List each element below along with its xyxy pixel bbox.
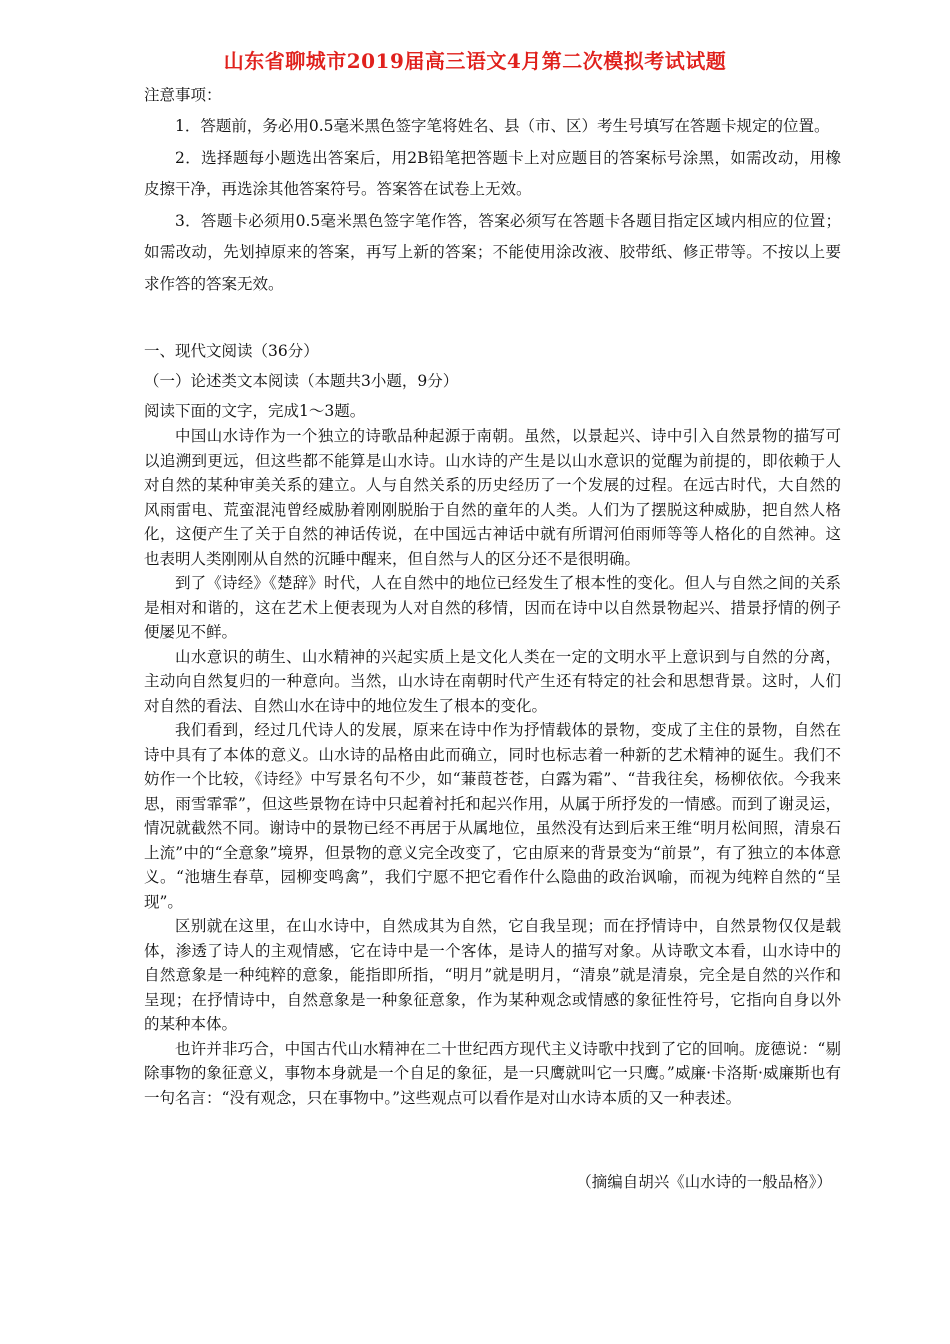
reading-passage (144, 424, 841, 1110)
passage-source: （摘编自胡兴《山水诗的一般品格》） (576, 1173, 832, 1191)
section-heading: 一、现代文阅读（36分） (144, 342, 319, 360)
notice-item: 2．选择题每小题选出答案后，用2B铅笔把答题卡上对应题目的答案标号涂黑，如需改动，用橡皮擦干净，再选涂其他答案符号。答案答在试卷上无效。 (144, 148, 841, 198)
notice-item: 1．答题前，务必用0.5毫米黑色签字笔将姓名、县（市、区）考生号填写在答题卡规定的位置。 (175, 117, 830, 135)
notice-item: 3．答题卡必须用0.5毫米黑色签字笔作答，答案必须写在答题卡各题目指定区域内相应的位置；如需改动，先划掉原来的答案，再写上新的答案；不能使用涂改液、胶带纸、修正带等。不按以上要求作答的答案无效。 (144, 211, 841, 293)
subsection-heading: （一）论述类文本阅读（本题共3小题，9分） (144, 372, 459, 390)
passage-paragraph: 山水意识的萌生、山水精神的兴起实质上是文化人类在一定的文明水平上意识到与自然的分离，主动向自然复归的一种意向。当然，山水诗在南朝时代产生还有特定的社会和思想背景。这时，人们对自然的看法、自然山水在诗中的地位发生了根本的变化。 (144, 647, 841, 715)
passage-paragraph: 中国山水诗作为一个独立的诗歌品种起源于南朝。虽然，以景起兴、诗中引入自然景物的描写可以追溯到更远，但这些都不能算是山水诗。山水诗的产生是以山水意识的觉醒为前提的，即依赖于人对自然的某种审美关系的建立。人与自然关系的历史经历了一个发展的过程。在远古时代，大自然的风雨雷电、荒蛮混沌曾经威胁着刚刚脱胎于自然的童年的人类。人们为了摆脱这种威胁，把自然人格化，这便产生了关于自然的神话传说，在中国远古神话中就有所谓河伯雨师等等人格化的自然神。这也表明人类刚刚从自然的沉睡中醒来，但自然与人的区分还不是很明确。 (144, 427, 841, 568)
notice-heading: 注意事项： (144, 86, 222, 104)
passage-paragraph: 我们看到，经过几代诗人的发展，原来在诗中作为抒情载体的景物，变成了主住的景物，自然在诗中具有了本体的意义。山水诗的品格由此而确立，同时也标志着一种新的艺术精神的诞生。我们不妨作一个比较，《诗经》中写景名句不少，如“蒹葭苍苍，白露为霜”、“昔我往矣，杨柳依依。今我来思，雨雪霏霏”，但这些景物在诗中只起着衬托和起兴作用，从属于所抒发的一情感。而到了谢灵运，情况就截然不同。谢诗中的景物已经不再居于从属地位，虽然没有达到后来王维“明月松间照，清泉石上流”中的“全意象”境界，但景物的意义完全改变了，它由原来的背景变为“前景”，有了独立的本体意义。“池塘生春草，园柳变鸣禽”，我们宁愿不把它看作什么隐曲的政治讽喻，而视为纯粹自然的“呈现”。 (144, 721, 841, 911)
page-title: 山东省聊城市2019届高三语文4月第二次模拟考试试题 (223, 49, 727, 73)
passage-paragraph: 也许并非巧合，中国古代山水精神在二十世纪西方现代主义诗歌中找到了它的回响。庞德说：“剔除事物的象征意义，事物本身就是一个自足的象征，是一只鹰就叫它一只鹰。”威廉·卡洛斯·威廉斯也有一句名言：“没有观念，只在事物中。”这些观点可以看作是对山水诗本质的又一种表述。 (144, 1039, 841, 1107)
passage-paragraph: 区别就在这里，在山水诗中，自然成其为自然，它自我呈现；而在抒情诗中，自然景物仅仅是载体，渗透了诗人的主观情感，它在诗中是一个客体，是诗人的描写对象。从诗歌文本看，山水诗中的自然意象是一种纯粹的意象，能指即所指，“明月”就是明月，“清泉”就是清泉，完全是自然的兴作和呈现；在抒情诗中，自然意象是一种象征意象，作为某种观念或情感的象征性符号，它指向自身以外的某种本体。 (144, 917, 841, 1033)
reading-instruction: 阅读下面的文字，完成1～3题。 (144, 402, 366, 420)
passage-paragraph: 到了《诗经》《楚辞》时代，人在自然中的地位已经发生了根本性的变化。但人与自然之间的关系是相对和谐的，这在艺术上便表现为人对自然的移情，因而在诗中以自然景物起兴、措景抒情的例子便屡见不鲜。 (144, 574, 841, 641)
notice-list (144, 111, 841, 300)
